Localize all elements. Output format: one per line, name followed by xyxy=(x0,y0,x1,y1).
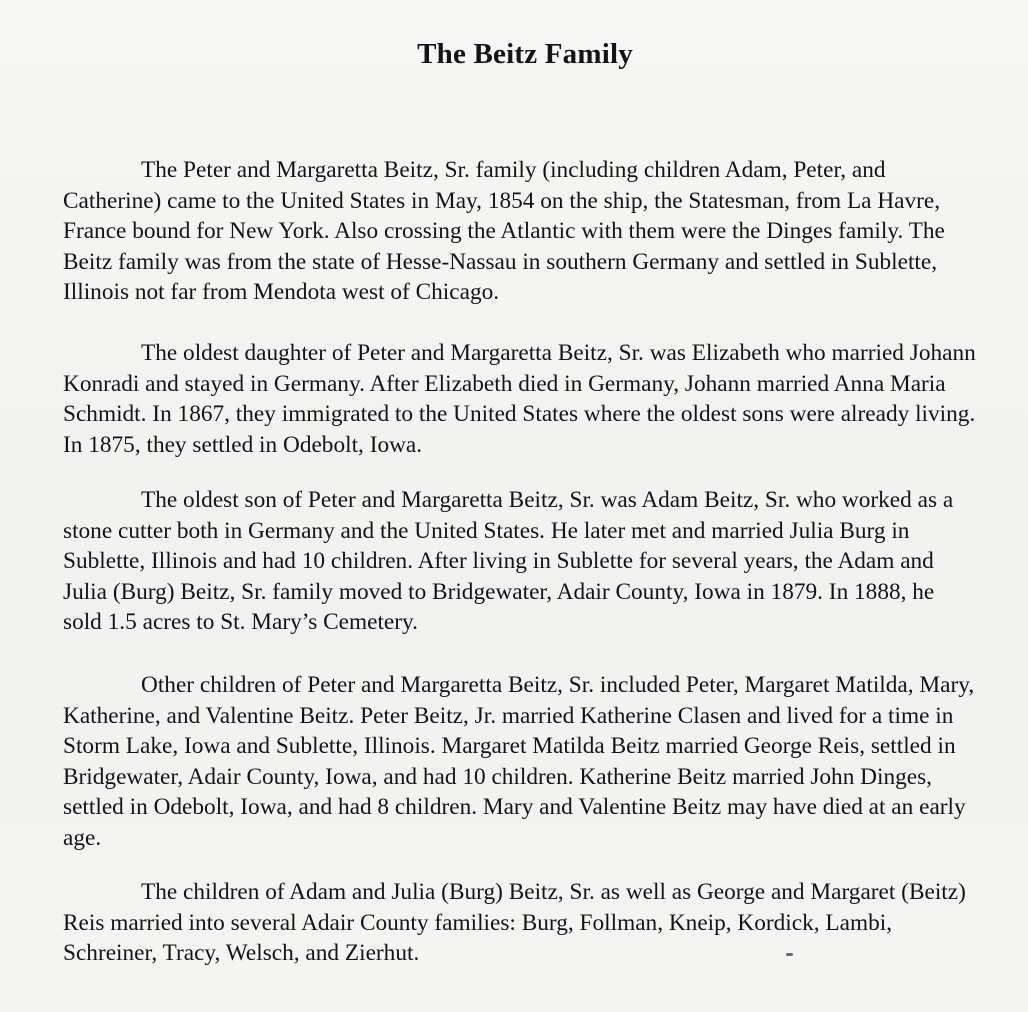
paragraph-adam: The oldest son of Peter and Margaretta Beitz, Sr. was Adam Beitz, Sr. who worked as a stone cutter both in Germany and the United States. He later met and married Julia Burg in Sublette, Illinois and had 10 children. After living in Sublette for several years, the Adam and Julia (Burg) Beitz, Sr. family moved to Bridgewater, Adair County, Iowa in 1879. In 1888, he sold 1.5 acres to St. Mary’s Cemetery. xyxy=(63,487,954,636)
paragraph-immigration: The Peter and Margaretta Beitz, Sr. family (including children Adam, Peter, and Catherine) came to the United States in May, 1854 on the ship, the Statesman, from La Havre, France bound for New York. Also crossing the Atlantic with them were the Dinges family. The Beitz family was from the state of Hesse-Nassau in southern Germany and settled in Sublette, Illinois not far from Mendota west of Chicago. xyxy=(63,157,945,306)
scan-speck xyxy=(786,953,793,956)
paragraph-elizabeth: The oldest daughter of Peter and Margaretta Beitz, Sr. was Elizabeth who married Johann Konradi and stayed in Germany. After Elizabeth died in Germany, Johann married Anna Maria Schmidt. In 1867, they immigrated to the United States where the oldest sons were already living. In 1875, they settled in Odebolt, Iowa. xyxy=(63,340,976,458)
document-title: The Beitz Family xyxy=(417,38,633,70)
paragraph-other-children: Other children of Peter and Margaretta Beitz, Sr. included Peter, Margaret Matilda, Mary, Katherine, and Valentine Beitz. Peter Beitz, Jr. married Katherine Clasen and lived for a time in Storm Lake, Iowa and Sublette, Illinois. Margaret Matilda Beitz married George Reis, settled in Bridgewater, Adair County, Iowa, and had 10 children. Katherine Beitz married John Dinges, settled in Odebolt, Iowa, and had 8 children. Mary and Valentine Beitz may have died at an early age. xyxy=(63,672,975,851)
paragraph-married-families: The children of Adam and Julia (Burg) Beitz, Sr. as well as George and Margaret (Beitz) Reis married into several Adair County families: Burg, Follman, Kneip, Kordick, Lambi, Schreiner, Tracy, Welsch, and Zierhut. xyxy=(63,879,966,967)
